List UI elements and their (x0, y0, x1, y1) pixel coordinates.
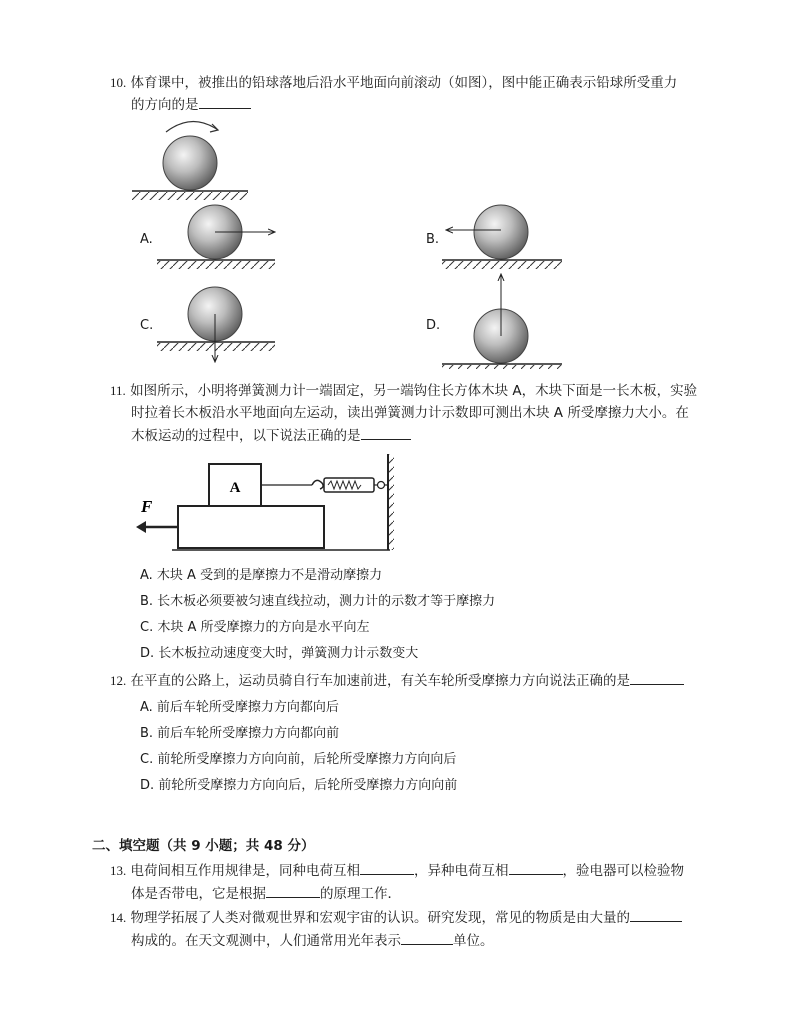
q10-option-a-figure[interactable] (155, 203, 285, 273)
q12-option-c[interactable]: C. 前轮所受摩擦力方向向前，后轮所受摩擦力方向向后 (140, 752, 457, 767)
q11-line3: 木板运动的过程中，以下说法正确的是 (131, 425, 411, 447)
q10-line2: 的方向的是 (131, 94, 251, 116)
q14-line1: 14. 物理学拓展了人类对微观世界和宏观宇宙的认识。研究发现，常见的物质是由大量的 (110, 907, 682, 929)
q10-line1: 10. 体育课中，被推出的铅球落地后沿水平地面向前滚动（如图），图中能正确表示铅球所受重力 (110, 75, 678, 91)
q14-line2: 构成的。在天文观测中，人们通常用光年表示 单位。 (131, 930, 494, 952)
q13-blank-2[interactable] (509, 860, 563, 875)
q12-number: 12. (110, 673, 127, 688)
q11-force-f-label: F (141, 497, 153, 516)
q10-number: 10. (110, 75, 127, 90)
q11-option-d[interactable]: D. 长木板拉动速度变大时，弹簧测力计示数变大 (140, 646, 419, 661)
q13-line2: 体是否带电，它是根据 的原理工作． (131, 883, 401, 905)
q12-answer-blank[interactable] (630, 670, 684, 685)
section-title: 二、填空题（共 9 小题；共 48 分） (92, 838, 315, 854)
q12-option-d[interactable]: D. 前轮所受摩擦力方向向后，后轮所受摩擦力方向向前 (140, 778, 458, 793)
q14-blank-1[interactable] (630, 907, 682, 922)
q11-answer-blank[interactable] (361, 425, 411, 440)
q14-number: 14. (110, 910, 127, 925)
q11-line2: 时拉着长木板沿水平地面向左运动，读出弹簧测力计示数即可测出木块 A 所受摩擦力大小。在 (131, 405, 689, 421)
q10-option-d-label[interactable]: D. (426, 318, 441, 333)
q12-option-b[interactable]: B. 前后车轮所受摩擦力方向都向前 (140, 726, 340, 741)
q13-blank-3[interactable] (266, 883, 320, 898)
q10-answer-blank[interactable] (199, 94, 251, 109)
q10-option-b-label[interactable]: B. (426, 232, 440, 247)
q12-option-a[interactable]: A. 前后车轮所受摩擦力方向都向后 (140, 700, 339, 715)
q13-blank-1[interactable] (360, 860, 414, 875)
q12-line1: 12. 在平直的公路上，运动员骑自行车加速前进，有关车轮所受摩擦力方向说法正确的是 (110, 670, 684, 692)
q11-figure-friction-setup (132, 450, 394, 558)
q11-option-a[interactable]: A. 木块 A 受到的是摩擦力不是滑动摩擦力 (140, 568, 383, 583)
q11-number: 11. (110, 383, 126, 398)
q11-option-b[interactable]: B. 长木板必须要被匀速直线拉动，测力计的示数才等于摩擦力 (140, 594, 496, 609)
q13-number: 13. (110, 863, 127, 878)
q13-line1: 13. 电荷间相互作用规律是，同种电荷互相 ，异种电荷互相 ，验电器可以检验物 (110, 860, 684, 882)
q11-block-a-label: A (229, 480, 241, 496)
q11-option-c[interactable]: C. 木块 A 所受摩擦力的方向是水平向左 (140, 620, 370, 635)
q10-option-d-figure[interactable] (440, 270, 570, 370)
q10-option-b-figure[interactable] (440, 203, 570, 273)
q10-option-c-figure[interactable] (155, 285, 285, 367)
q14-blank-2[interactable] (401, 930, 453, 945)
q11-line1: 11. 如图所示，小明将弹簧测力计一端固定，另一端钩住长方体木块 A，木块下面是一长木板，实验 (110, 383, 698, 399)
q10-option-a-label[interactable]: A. (140, 232, 153, 247)
q10-figure-rolling-ball (130, 112, 270, 202)
q10-option-c-label[interactable]: C. (140, 318, 154, 333)
